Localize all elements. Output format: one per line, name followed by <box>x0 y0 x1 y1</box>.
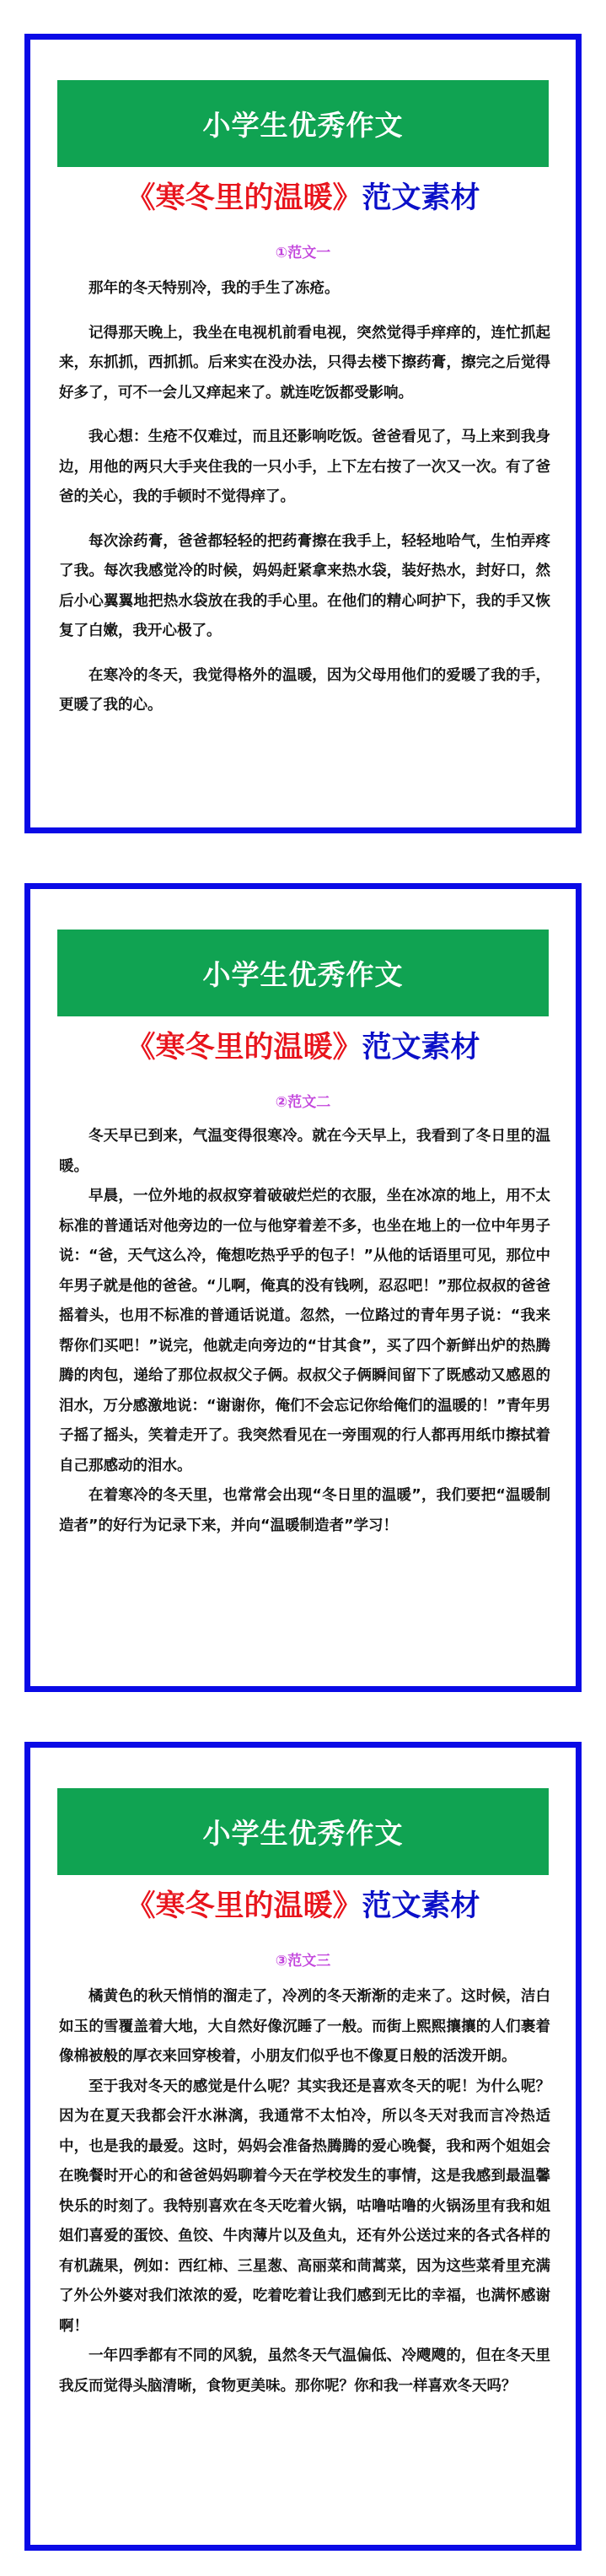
essay-card-2 <box>24 883 582 1692</box>
essay-card-3 <box>24 1742 582 2551</box>
paragraph: 一年四季都有不同的风貌，虽然冬天气温偏低、冷飕飕的，但在冬天里我反而觉得头脑清晰，食物更美味。那你呢？你和我一样喜欢冬天吗？ <box>59 2347 550 2395</box>
essay-body <box>59 1982 550 2401</box>
paragraph: 每次涂药膏，爸爸都轻轻的把药膏擦在我手上，轻轻地哈气，生怕弄疼了我。每次我感觉冷的时候，妈妈赶紧拿来热水袋，装好热水，封好口，然后小心翼翼地把热水袋放在我的手心里。在他们的精心呵护下，我的手又恢复了白嫩，我开心极了。 <box>59 532 550 639</box>
essay-card-1 <box>24 34 582 833</box>
essay-body <box>59 274 550 736</box>
essay-topic-title <box>30 1024 576 1068</box>
paragraph: 记得那天晚上，我坐在电视机前看电视，突然觉得手痒痒的，连忙抓起来，东抓抓，西抓抓。后来实在没办法，只得去楼下擦药膏，擦完之后觉得好多了，可不一会儿又痒起来了。就连吃饭都受影响。 <box>59 324 550 401</box>
paragraph: 早晨，一位外地的叔叔穿着破破烂烂的衣服，坐在冰凉的地上，用不太标准的普通话对他旁边的一位与他穿着差不多，也坐在地上的一位中年男子说：“爸，天气这么冷，俺想吃热乎乎的包子！”从他的话语里可见，那位中年男子就是他的爸爸。“儿啊，俺真的没有钱咧，忍忍吧！”那位叔叔的爸爸摇着头，也用不标准的普通话说道。忽然，一位路过的青年男子说：“我来帮你们买吧！”说完，他就走向旁边的“甘其食”，买了四个新鲜出炉的热腾腾的肉包，递给了那位叔叔父子俩。叔叔父子俩瞬间留下了既感动又感恩的泪水，万分感激地说：“谢谢你，俺们不会忘记你给俺们的温暖的！”青年男子摇了摇头，笑着走开了。我突然看见在一旁围观的行人都再用纸巾擦拭着自己那感动的泪水。 <box>59 1188 551 1474</box>
paragraph: 我心想：生疮不仅难过，而且还影响吃饭。爸爸看见了，马上来到我身边，用他的两只大手夹住我的一只小手，上下左右按了一次又一次。有了爸爸的关心，我的手顿时不觉得痒了。 <box>59 428 550 505</box>
essay-topic-title <box>30 175 576 218</box>
paragraph: 橘黄色的秋天悄悄的溜走了，冷冽的冬天渐渐的走来了。这时候，洁白如玉的雪覆盖着大地，大自然好像沉睡了一般。而街上熙熙攘攘的人们裹着像棉被般的厚衣来回穿梭着，小朋友们似乎也不像夏日般的活泼开朗。 <box>59 1988 550 2065</box>
topic-name: 《寒冬里的温暖》 <box>126 1031 362 1064</box>
essay-subtitle: ③范文三 <box>275 1953 331 1970</box>
topic-suffix: 范文素材 <box>362 1031 480 1064</box>
essay-subtitle: ①范文一 <box>275 245 331 261</box>
topic-name: 《寒冬里的温暖》 <box>126 1889 362 1923</box>
banner-title: 小学生优秀作文 <box>57 1788 549 1875</box>
topic-name: 《寒冬里的温暖》 <box>126 181 362 215</box>
paragraph: 那年的冬天特别冷，我的手生了冻疮。 <box>88 280 340 297</box>
banner-title: 小学生优秀作文 <box>57 930 549 1016</box>
paragraph: 至于我对冬天的感觉是什么呢？其实我还是喜欢冬天的呢！为什么呢？因为在夏天我都会汗水淋漓，我通常不太怕冷，所以冬天对我而言冷热适中，也是我的最爱。这时，妈妈会准备热腾腾的爱心晚餐，我和两个姐姐会在晚餐时开心的和爸爸妈妈聊着今天在学校发生的事情，这是我感到最温馨快乐的时刻了。我特别喜欢在冬天吃着火锅，咕噜咕噜的火锅汤里有我和姐姐们喜爱的蛋饺、鱼饺、牛肉薄片以及鱼丸，还有外公送过来的各式各样的有机蔬果，例如：西红柿、三星葱、高丽菜和茼蒿菜，因为这些菜肴里充满了外公外婆对我们浓浓的爱，吃着吃着让我们感到无比的幸福，也满怀感谢啊！ <box>59 2078 550 2335</box>
paragraph: 冬天早已到来，气温变得很寒冷。就在今天早上，我看到了冬日里的温暖。 <box>59 1128 550 1175</box>
paragraph: 在着寒冷的冬天里，也常常会出现“冬日里的温暖”，我们要把“温暖制造者”的好行为记录下来，并向“温暖制造者”学习！ <box>59 1487 550 1534</box>
essay-subtitle: ②范文二 <box>275 1094 331 1111</box>
topic-suffix: 范文素材 <box>362 181 480 215</box>
essay-body <box>59 1122 550 1541</box>
topic-suffix: 范文素材 <box>362 1889 480 1923</box>
banner-title: 小学生优秀作文 <box>57 80 549 167</box>
essay-topic-title <box>30 1883 576 1927</box>
paragraph: 在寒冷的冬天，我觉得格外的温暖，因为父母用他们的爱暖了我的手，更暖了我的心。 <box>59 666 550 714</box>
